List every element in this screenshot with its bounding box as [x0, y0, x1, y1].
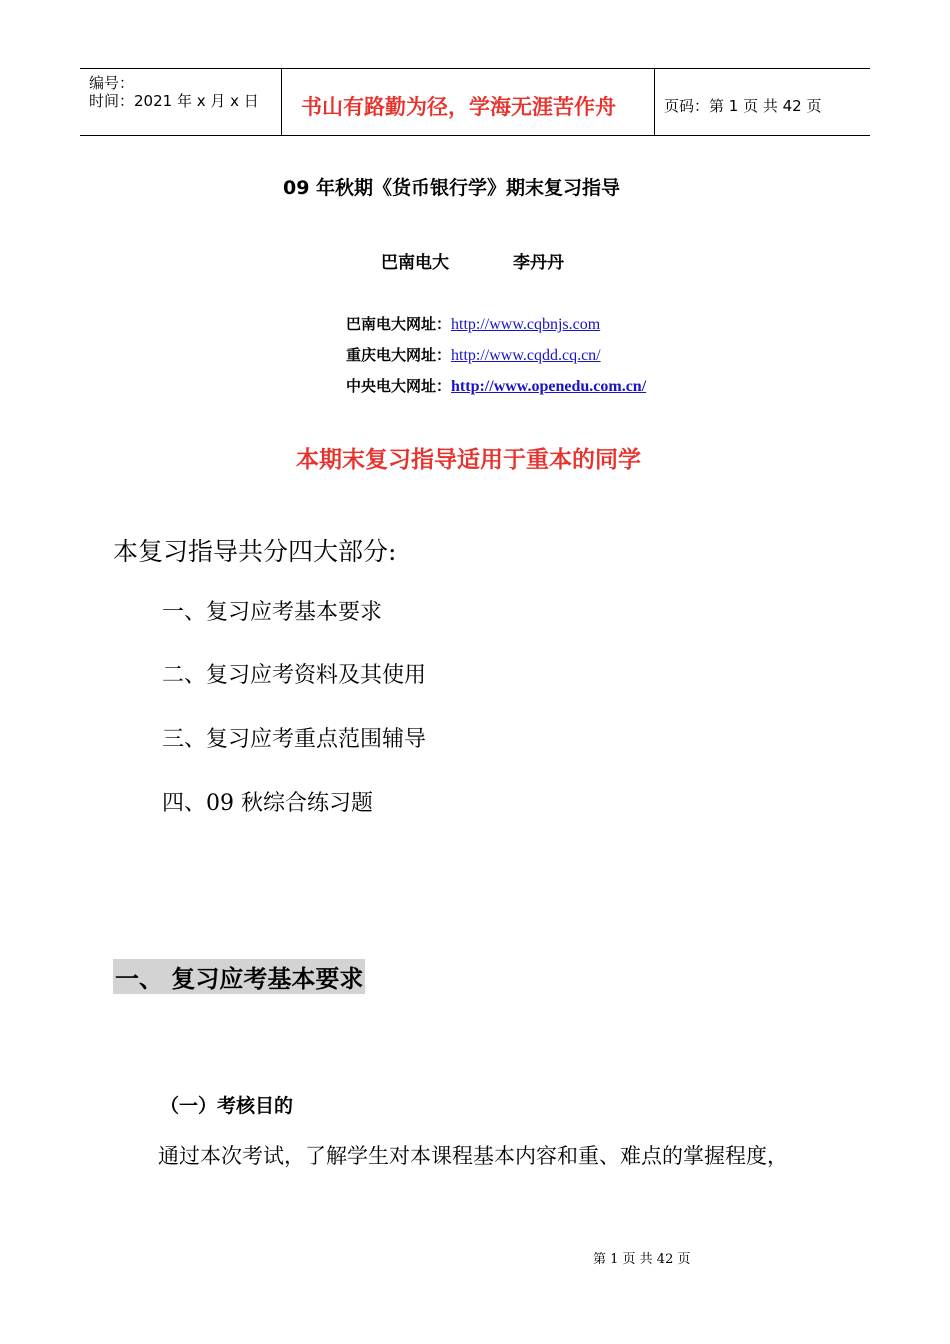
header-date: 时间：2021 年 x 月 x 日: [89, 92, 259, 110]
header-divider-right: [654, 68, 655, 136]
toc-item: 一、复习应考基本要求: [162, 600, 383, 625]
author-name: 李丹丹: [513, 253, 564, 273]
section-heading: 一、 复习应考基本要求: [113, 959, 365, 994]
website-link-banan[interactable]: http://www.cqbnjs.com: [451, 316, 601, 333]
header-page-info: 页码：第 1 页 共 42 页: [664, 97, 822, 115]
website-link-central[interactable]: http://www.openedu.com.cn/: [451, 378, 647, 395]
header-bottom-border: [80, 135, 870, 136]
website-label: 巴南电大网址：: [346, 315, 452, 333]
toc-item: 二、复习应考资料及其使用: [162, 663, 427, 688]
header-divider-left: [281, 68, 282, 136]
website-link-chongqing[interactable]: http://www.cqdd.cq.cn/: [451, 347, 601, 364]
header-motto: 书山有路勤为径，学海无涯苦作舟: [301, 95, 616, 119]
page-footer: 第 1 页 共 42 页: [593, 1252, 691, 1267]
website-row-central: [346, 375, 646, 396]
toc-item: 三、复习应考重点范围辅导: [162, 727, 427, 752]
subsection-heading: （一）考核目的: [160, 1095, 294, 1117]
intro-text: 本复习指导共分四大部分:: [113, 537, 397, 566]
document-title: 09 年秋期《货币银行学》期末复习指导: [283, 177, 621, 199]
header-top-border: [80, 68, 870, 69]
website-row-banan: [346, 313, 600, 334]
website-label: 重庆电大网址：: [346, 346, 452, 364]
institution-name: 巴南电大: [381, 253, 449, 273]
header-number-label: 编号：: [89, 74, 135, 92]
website-label: 中央电大网址：: [346, 377, 452, 395]
body-paragraph: 通过本次考试，了解学生对本课程基本内容和重、难点的掌握程度，: [158, 1144, 788, 1168]
toc-item: 四、09 秋综合练习题: [162, 791, 373, 816]
website-row-chongqing: [346, 344, 601, 365]
notice-text: 本期末复习指导适用于重本的同学: [296, 447, 641, 473]
